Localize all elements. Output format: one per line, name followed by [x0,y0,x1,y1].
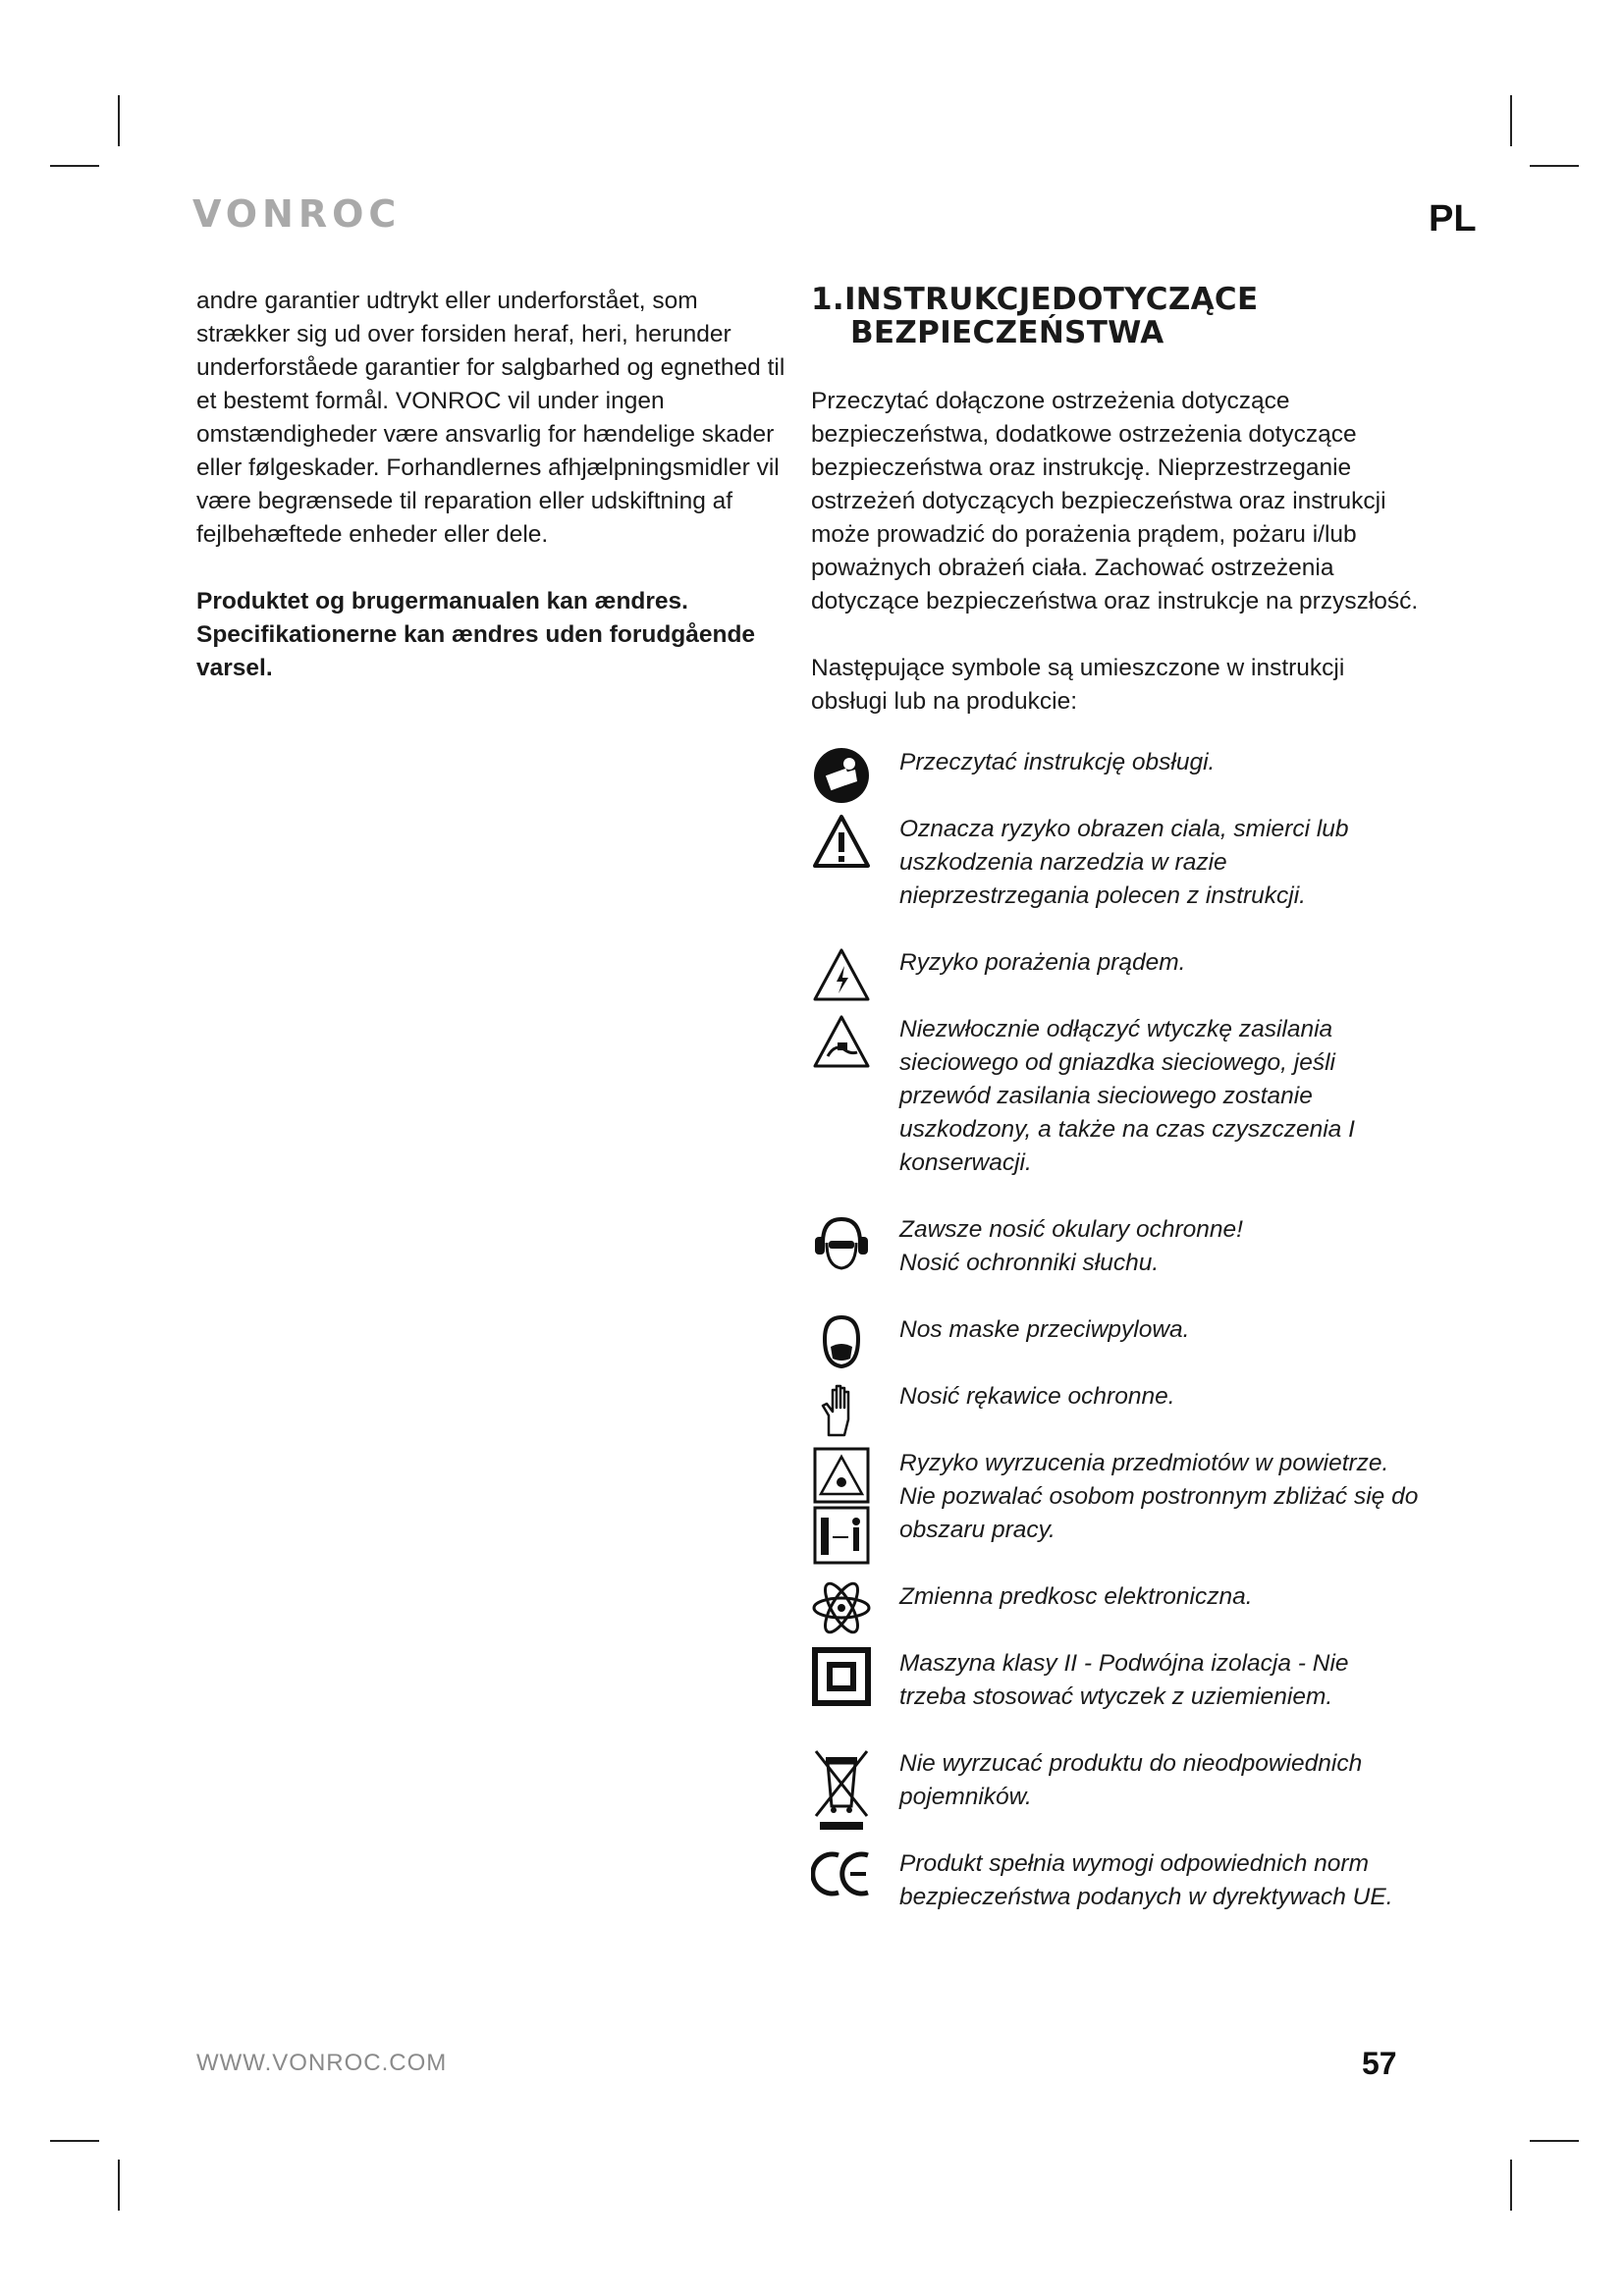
symbol-row [811,746,1420,813]
brand-logo: VONROC [192,192,402,236]
symbol-text: Maszyna klasy II - Podwójna izolacja - Nie trzeba stosować wtyczek z uziemieniem. [899,1650,1349,1710]
section-heading [811,283,1420,349]
symbol-text: Niezwłocznie odłączyć wtyczkę zasilania sieciowego od gniazdka sieciowego, jeśli przewód zasilania sieciowego zostanie uszkodzony, a także na czas czyszczenia I konserwacji. [899,1016,1355,1176]
crop-mark [50,2140,99,2142]
crop-mark [118,2160,120,2211]
symbols-intro: Następujące symbole są umieszczone w instrukcji obsługi lub na produkcie: [811,655,1345,715]
crop-mark [1510,2160,1512,2211]
weee-bin-icon [811,1747,872,1832]
electric-shock-icon [811,946,872,1003]
symbol-text: Zmienna predkosc elektroniczna. [899,1583,1253,1610]
left-column [196,285,795,685]
warranty-paragraph: andre garantier udtrykt eller underforstået, som strækker sig ud over forsiden heraf, heri, herunder underforståede garantier for salgbarhed og egnethed til et bestemt formål. VONROC vil under ingen omstændigheder være ansvarlig for hændelige skader eller følgeskader. Forhandlernes afhjælpningsmidler vil være begrænsede til reparation eller udskiftning af fejlbehæftede enheder eller dele. [196,288,785,548]
symbol-text-line-1: Zawsze nosić okulary ochronne! [899,1216,1243,1243]
class-ii-icon [811,1647,872,1706]
symbol-row [811,1847,1420,1948]
dust-mask-icon [811,1313,872,1370]
footer-url: WWW.VONROC.COM [196,2050,448,2076]
symbol-row [811,1013,1420,1213]
symbol-row [811,1213,1420,1313]
symbol-text: Nosić rękawice ochronne. [899,1383,1175,1410]
symbol-row [811,1380,1420,1447]
right-column [811,283,1420,1948]
symbol-text: Nie wyrzucać produktu do nieodpowiednich pojemników. [899,1750,1363,1810]
read-manual-icon [811,746,872,805]
crop-mark [118,95,120,146]
symbol-row [811,1447,1420,1580]
change-notice: Produktet og brugermanualen kan ændres. Specifikationerne kan ændres uden forudgående varsel. [196,588,756,681]
symbol-text [899,1213,1243,1280]
symbol-row [811,1747,1420,1847]
symbol-text-line-2: Nosić ochronniki słuchu. [899,1250,1160,1276]
symbol-row [811,813,1420,946]
safety-intro: Przeczytać dołączone ostrzeżenia dotyczące bezpieczeństwa, dodatkowe ostrzeżenia dotyczące bezpieczeństwa oraz instrukcję. Nieprzestrzeganie ostrzeżeń dotyczących bezpieczeństwa oraz instrukcji może prowadzić do porażenia prądem, pożaru i/lub poważnych obrażeń ciała. Zachować ostrzeżenia dotyczące bezpieczeństwa oraz instrukcje na przyszłość. [811,388,1419,614]
page-number: 57 [1362,2046,1397,2081]
symbol-text: Oznacza ryzyko obrazen ciala, smierci lub uszkodzenia narzedzia w razie nieprzestrzegania polecen z instrukcji. [899,816,1349,909]
symbol-row [811,1580,1420,1647]
symbol-text: Produkt spełnia wymogi odpowiednich norm bezpieczeństwa podanych w dyrektywach UE. [899,1850,1393,1910]
warning-icon [811,813,872,870]
symbol-row [811,946,1420,1013]
symbol-text: Przeczytać instrukcję obsługi. [899,749,1216,775]
symbol-text: Nos maske przeciwpylowa. [899,1316,1190,1343]
language-code: PL [1429,198,1477,240]
symbol-list [811,746,1420,1948]
crop-mark [1530,165,1579,167]
heading-line-1: 1.INSTRUKCJEDOTYCZĄCE [811,282,1259,317]
crop-mark [1510,95,1512,146]
heading-line-2: BEZPIECZEŃSTWA [850,315,1164,350]
goggles-earmuffs-icon [811,1213,872,1272]
variable-speed-icon [811,1580,872,1635]
crop-mark [1530,2140,1579,2142]
ce-mark-icon [811,1847,872,1900]
crop-mark [50,165,99,167]
flying-objects-distance-icon [811,1447,872,1565]
symbol-row [811,1313,1420,1380]
symbol-text: Ryzyko porażenia prądem. [899,949,1186,976]
symbol-row [811,1647,1420,1747]
gloves-icon [811,1380,872,1437]
symbol-text: Ryzyko wyrzucenia przedmiotów w powietrze. Nie pozwalać osobom postronnym zbliżać się do obszaru pracy. [899,1450,1419,1543]
unplug-icon [811,1013,872,1070]
